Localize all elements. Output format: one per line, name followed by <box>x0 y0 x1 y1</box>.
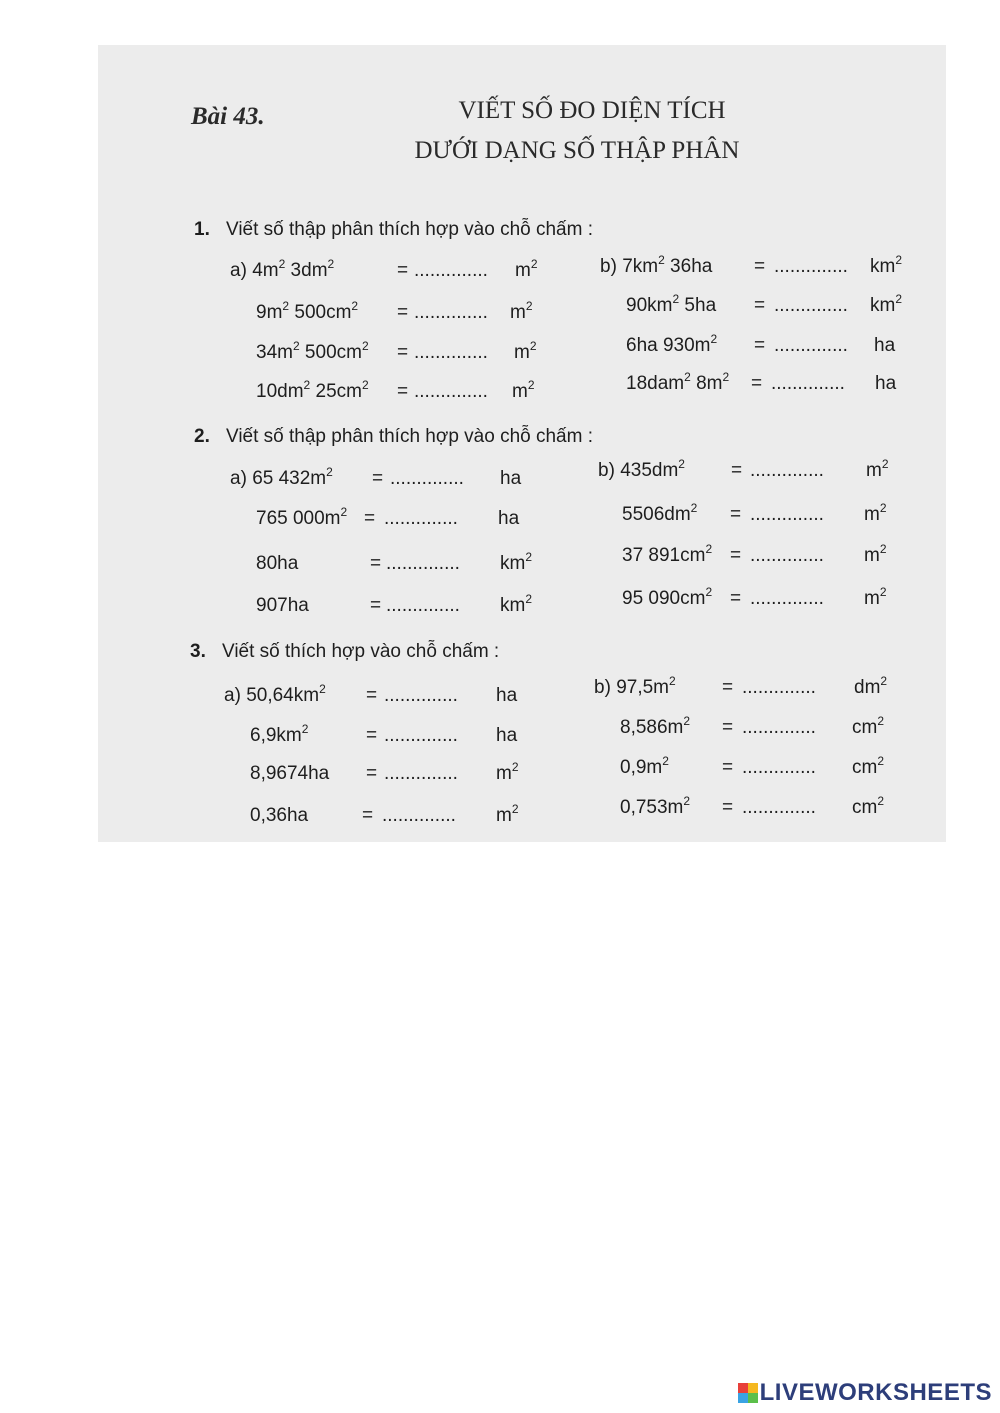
equals-sign: = <box>722 757 734 778</box>
unit: ha <box>496 725 518 746</box>
q2-a-item-2 <box>256 505 520 530</box>
unit: $km^2$ <box>870 292 903 316</box>
answer-blank[interactable]: .............. <box>414 302 488 323</box>
scanned-page <box>98 45 946 842</box>
question-1-heading <box>194 219 593 241</box>
part-b-label: b) <box>600 256 617 277</box>
equals-sign: = <box>722 677 734 698</box>
expression: 18dam$^2$ $8m^2$ <box>626 370 730 394</box>
expression: 65 $432m^2$ <box>252 465 333 489</box>
expression: 0,36ha <box>250 805 309 826</box>
q2-b-item-2 <box>622 501 887 526</box>
unit: $cm^2$ <box>852 714 885 738</box>
title-line-2: DƯỚI DẠNG SỐ THẬP PHÂN <box>414 137 740 164</box>
expression: $0,9m^2$ <box>620 754 669 778</box>
unit: ha <box>500 468 522 489</box>
equals-sign: = <box>366 685 378 706</box>
answer-blank[interactable]: .............. <box>774 335 848 356</box>
question-2-heading <box>194 426 593 448</box>
q2-b-item-1 <box>598 457 889 482</box>
expression: $0,753m^2$ <box>620 794 691 818</box>
answer-blank[interactable]: .............. <box>774 295 848 316</box>
unit: ha <box>498 508 520 529</box>
expression: 80ha <box>256 553 299 574</box>
part-a-label: a) <box>224 685 241 706</box>
equals-sign: = <box>372 468 384 489</box>
expression: $6,9km^2$ <box>250 722 309 746</box>
q3-a-item-2 <box>250 722 518 747</box>
answer-blank[interactable]: .............. <box>414 381 488 402</box>
answer-blank[interactable]: .............. <box>742 757 816 778</box>
expression: $4m^2$ $3dm^2$ <box>252 257 335 281</box>
expression: $50,64km^2$ <box>246 682 326 706</box>
question-number: 2. <box>194 426 210 447</box>
answer-blank[interactable]: .............. <box>384 725 458 746</box>
equals-sign: = <box>366 725 378 746</box>
q1-a-item-2 <box>256 299 533 324</box>
answer-blank[interactable]: .............. <box>384 685 458 706</box>
answer-blank[interactable]: .............. <box>750 460 824 481</box>
q3-a-item-4 <box>250 802 519 827</box>
unit: $m^2$ <box>496 760 519 784</box>
question-3-heading <box>190 641 499 663</box>
unit: $m^2$ <box>514 339 537 363</box>
answer-blank[interactable]: .............. <box>386 553 460 574</box>
answer-blank[interactable]: .............. <box>742 797 816 818</box>
answer-blank[interactable]: .............. <box>771 373 845 394</box>
expression: $7km^2$ 36ha <box>622 253 713 277</box>
q2-a-item-1 <box>230 465 522 490</box>
unit: $m^2$ <box>496 802 519 826</box>
answer-blank[interactable]: .............. <box>414 342 488 363</box>
expression: 95 $090cm^2$ <box>622 585 713 609</box>
unit: $km^2$ <box>500 592 533 616</box>
q2-a-item-4 <box>256 592 533 617</box>
part-a-label: a) <box>230 468 247 489</box>
q3-a-item-1 <box>224 682 518 707</box>
q1-a-item-1 <box>230 257 538 282</box>
unit: $m^2$ <box>512 378 535 402</box>
expression: $34m^2$ $500cm^2$ <box>256 339 369 363</box>
unit: $cm^2$ <box>852 794 885 818</box>
answer-blank[interactable]: .............. <box>774 256 848 277</box>
expression: $97,5m^2$ <box>616 674 676 698</box>
unit: $cm^2$ <box>852 754 885 778</box>
expression: $5506dm^2$ <box>622 501 698 525</box>
part-a-label: a) <box>230 260 247 281</box>
equals-sign: = <box>731 460 743 481</box>
equals-sign: = <box>722 717 734 738</box>
question-text: Viết số thập phân thích hợp vào chỗ chấm : <box>226 219 594 240</box>
q1-b-item-1 <box>600 253 903 278</box>
q1-a-item-3 <box>256 339 537 364</box>
expression: 37 $891cm^2$ <box>622 542 713 566</box>
part-b-label: b) <box>598 460 615 481</box>
answer-blank[interactable]: .............. <box>390 468 464 489</box>
unit: $m^2$ <box>864 501 887 525</box>
unit: $m^2$ <box>510 299 533 323</box>
answer-blank[interactable]: .............. <box>750 545 824 566</box>
q1-a-item-4 <box>256 378 535 403</box>
unit: $m^2$ <box>864 542 887 566</box>
answer-blank[interactable]: .............. <box>742 677 816 698</box>
equals-sign: = <box>397 302 409 323</box>
equals-sign: = <box>754 256 766 277</box>
expression: $9m^2$ $500cm^2$ <box>256 299 359 323</box>
equals-sign: = <box>397 342 409 363</box>
title-line-1: VIẾT SỐ ĐO DIỆN TÍCH <box>458 97 726 124</box>
expression: $10dm^2$ $25cm^2$ <box>256 378 369 402</box>
equals-sign: = <box>754 295 766 316</box>
lesson-number: Bài 43. <box>191 103 265 130</box>
q3-b-item-1 <box>594 674 888 699</box>
part-b-label: b) <box>594 677 611 698</box>
question-number: 3. <box>190 641 206 662</box>
equals-sign: = <box>730 545 742 566</box>
q3-b-item-4 <box>620 794 885 819</box>
unit: ha <box>496 685 518 706</box>
equals-sign: = <box>362 805 374 826</box>
liveworksheets-logo[interactable] <box>738 1379 992 1407</box>
q2-a-item-3 <box>256 550 533 575</box>
q2-b-item-3 <box>622 542 887 567</box>
q2-b-item-4 <box>622 585 887 610</box>
expression: $8,586m^2$ <box>620 714 691 738</box>
q3-b-item-2 <box>620 714 885 739</box>
answer-blank[interactable]: .............. <box>750 588 824 609</box>
answer-blank[interactable]: .............. <box>414 260 488 281</box>
answer-blank[interactable]: .............. <box>742 717 816 738</box>
answer-blank[interactable]: .............. <box>382 805 456 826</box>
unit: $km^2$ <box>500 550 533 574</box>
equals-sign: = <box>754 335 766 356</box>
q1-b-item-2 <box>626 292 903 317</box>
equals-sign: = <box>366 763 378 784</box>
expression: 8,9674ha <box>250 763 330 784</box>
unit: $km^2$ <box>870 253 903 277</box>
equals-sign: = <box>370 553 382 574</box>
unit: $m^2$ <box>864 585 887 609</box>
question-text: Viết số thập phân thích hợp vào chỗ chấm : <box>226 426 594 447</box>
unit: ha <box>875 373 897 394</box>
answer-blank[interactable]: .............. <box>386 595 460 616</box>
equals-sign: = <box>730 588 742 609</box>
expression: $435dm^2$ <box>620 457 685 481</box>
answer-blank[interactable]: .............. <box>384 763 458 784</box>
equals-sign: = <box>751 373 763 394</box>
expression: 907ha <box>256 595 309 616</box>
answer-blank[interactable]: .............. <box>750 504 824 525</box>
q1-b-item-3 <box>626 332 896 357</box>
q1-b-item-4 <box>626 370 897 395</box>
equals-sign: = <box>730 504 742 525</box>
equals-sign: = <box>397 260 409 281</box>
expression: $90km^2$ 5ha <box>626 292 717 316</box>
unit: ha <box>874 335 896 356</box>
brand-name: LIVEWORKSHEETS <box>759 1379 992 1406</box>
expression: 6ha $930m^2$ <box>626 332 718 356</box>
equals-sign: = <box>397 381 409 402</box>
unit: $dm^2$ <box>854 674 888 698</box>
question-number: 1. <box>194 219 210 240</box>
expression: 765 $000m^2$ <box>256 505 348 529</box>
unit: $m^2$ <box>866 457 889 481</box>
q3-a-item-3 <box>250 760 519 785</box>
equals-sign: = <box>722 797 734 818</box>
logo-icon <box>738 1383 758 1403</box>
equals-sign: = <box>364 508 376 529</box>
equals-sign: = <box>370 595 382 616</box>
answer-blank[interactable]: .............. <box>384 508 458 529</box>
unit: $m^2$ <box>515 257 538 281</box>
q3-b-item-3 <box>620 754 885 779</box>
question-text: Viết số thích hợp vào chỗ chấm : <box>222 641 500 662</box>
